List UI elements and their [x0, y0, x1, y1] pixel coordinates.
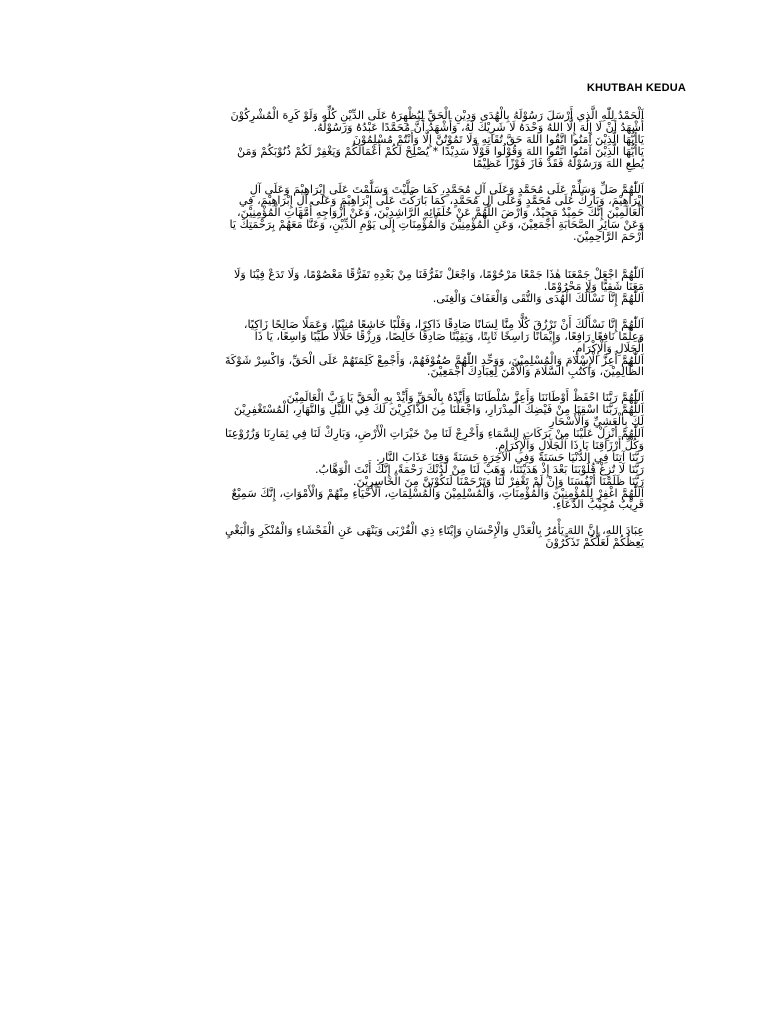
document-title: KHUTBAH KEDUA — [586, 82, 686, 94]
text-line: يَعِظُكُمْ لَعَلَّكُمْ تَذَكَّرُوْنَ — [545, 536, 644, 550]
text-line: اَللّٰهُمَّ إِنَّا نَسْأَلُكَ أَنْ تَرْزُقَ كُلًّا مِنَّا لِسَانًا صَادِقًا ذَاكِرًا، وَقَلْبًا خَاشِعًا مُنِيْبًا، وَعَمَلًا صَالِحًا زَاكِيًا، — [243, 317, 644, 331]
text-line: اَللّٰهُمَّ رَبَّنَا اسْقِنَا مِنْ فَيْضِكَ الْمِدْرَارِ، وَاجْعَلْنَا مِنَ الذَّاكِرِيْنَ لَكَ فِي اللَّيْلِ وَالنَّهَارِ، الْمُسْتَغْفِرِيْنَ — [233, 403, 644, 417]
text-line: الْجَلَالِ وَالْإِكْرَامِ. — [571, 341, 644, 355]
text-line: إِبْرَاهِيْمَ، وَبَارِكْ عَلَى مُحَمَّدٍ وَعَلَى آلِ مُحَمَّدٍ، كَمَا بَارَكْتَ عَلَى إِبْرَاهِيْمَ وَعَلَى آلِ إِبْرَاهِيْمَ، فِي — [238, 194, 644, 208]
text-line: أَرْحَمَ الرَّاحِمِيْنَ. — [572, 230, 644, 244]
text-line: رَبَّنَا آتِنَا فِي الدُّنْيَا حَسَنَةً وَفِي الْآخِرَةِ حَسَنَةً وَقِنَا عَذَابَ النَّارِ. — [376, 450, 644, 464]
text-line: اَللّٰهُمَّ أَعِزَّ الْإِسْلَامَ وَالْمُسْلِمِيْنَ، وَوَحِّدِ اللّٰهُمَّ صُفُوْفَهُمْ، وَأَجْمِعْ كَلِمَتَهُمْ عَلَى الْحَقِّ، وَاكْسِرْ شَوْكَةَ — [224, 353, 644, 367]
paragraph-dua-provision — [126, 319, 644, 379]
text-line: وَعِلْمًا نَافِعًا رَافِعًا، وَإِيْمَانًا رَاسِخًا ثَابِتًا، وَيَقِيْنًا صَادِقًا خَالِصًا، وَرِزْقًا حَلَالًا طَيِّبًا وَاسِعًا، يَا ذَا — [254, 329, 644, 343]
text-line: وَكُلِّ أَرْزَاقِنَا يَا ذَا الْجَلَالِ وَالْإِكْرَامِ. — [494, 438, 644, 452]
paragraph-dua-nation — [126, 392, 644, 511]
text-line: أَشْهَدُ أَنْ لَا إِلٰهَ إِلَّا اللهُ وَحْدَهُ لَا شَرِيْكَ لَهُ، وَأَشْهَدُ أَنَّ مُحَمَّدًا عَبْدُهُ وَرَسُوْلُهُ. — [313, 120, 644, 134]
text-line: وَعَنْ سَائِرِ الصَّحَابَةِ أَجْمَعِيْنَ، وَعَنِ الْمُؤْمِنِيْنَ وَالْمُؤْمِنَاتِ إِلَى يَوْمِ الدِّيْنِ، وَعَنَّا مَعَهُمْ بِرَحْمَتِكَ يَا — [229, 218, 644, 232]
text-line: يَاأَيُّهَا الَّذِيْنَ آمَنُوا اتَّقُوا اللهَ وَقُوْلُوا قَوْلًا سَدِيْدًا * يُصْلِحْ لَكُمْ أَعْمَالَكُمْ وَيَغْفِرْ لَكُمْ ذُنُوْبَكُمْ وَمَنْ — [236, 144, 644, 158]
text-line: رَبَّنَا ظَلَمْنَا أَنْفُسَنَا وَإِنْ لَمْ تَغْفِرْ لَنَا وَتَرْحَمْنَا لَنَكُوْنَنَّ مِنَ الْخَاسِرِيْنَ. — [352, 474, 644, 488]
paragraph-closing — [126, 525, 644, 549]
text-line: الظَّالِمِيْنَ، وَاكْتُبِ السَّلَامَ وَالْأَمْنَ لِعِبَادِكَ أَجْمَعِيْنَ. — [426, 365, 644, 379]
text-line: رَبَّنَا لَا تُزِغْ قُلُوْبَنَا بَعْدَ إِذْ هَدَيْتَنَا، وَهَبْ لَنَا مِنْ لَدُنْكَ رَحْمَةً، إِنَّكَ أَنْتَ الْوَهَّابُ. — [314, 462, 644, 476]
text-line: الْعَالَمِيْنَ إِنَّكَ حَمِيْدٌ مَجِيْدٌ، وَارْضَ اللّٰهُمَّ عَنْ خُلَفَائِهِ الرَّاشِدِيْنَ، وَعَنْ أَزْوَاجِهِ أُمَّهَاتِ الْمُؤْمِنِيْنَ، — [236, 206, 644, 220]
paragraph-dua-gathering — [126, 269, 644, 305]
text-line: عِبَادَ اللهِ، إِنَّ اللهَ يَأْمُرُ بِالْعَدْلِ وَالْإِحْسَانِ وَإِيْتَاءِ ذِي الْقُرْبَى وَيَنْهَى عَنِ الْفَحْشَاءِ وَالْمُنْكَرِ وَالْبَغْيِ — [225, 524, 644, 538]
text-line: قَرِيْبٌ مُجِيْبُ الدَّعَاءِ. — [552, 498, 644, 512]
text-line: يُطِعِ اللهَ وَرَسُوْلَهُ فَقَدْ فَازَ فَوْزًا عَظِيْمًا — [473, 156, 644, 170]
text-line: اَللّٰهُمَّ اجْعَلْ جَمْعَنَا هٰذَا جَمْعًا مَرْحُوْمًا، وَاجْعَلْ تَفَرُّقَنَا مِنْ بَعْدِهِ تَفَرُّقًا مَعْصُوْمًا، وَلَا تَدَعْ فِيْنَا وَلَا — [233, 268, 644, 282]
paragraph-opening-praise — [126, 110, 644, 170]
paragraph-salawat — [126, 184, 644, 244]
text-line: لَكَ بِالْعَشِيِّ وَالْأَسْحَارِ — [549, 415, 644, 429]
document-body — [126, 110, 644, 563]
text-line: اَللّٰهُمَّ صَلِّ وَسَلِّمْ عَلَى مُحَمَّدٍ وَعَلَى آلِ مُحَمَّدٍ، كَمَا صَلَّيْتَ وَسَلَّمْتَ عَلَى إِبْرَاهِيْمَ وَعَلَى آلِ — [249, 182, 644, 196]
text-line: مَعَنَا شَقِيًّا وَلَا مَحْرُوْمًا. — [543, 279, 644, 293]
text-line: اَلْحَمْدُ لِلّٰهِ الَّذِي أَرْسَلَ رَسُوْلَهُ بِالْهُدَى وَدِيْنِ الْحَقِّ لِيُظْهِرَهُ عَلَى الدِّيْنِ كُلِّهِ وَلَوْ كَرِهَ الْمُشْرِكُوْنَ — [230, 109, 644, 122]
text-line: اَللّٰهُمَّ رَبَّنَا احْفَظْ أَوْطَانَنَا وَأَعِزَّ سُلْطَانَنَا وَأَيِّدْهُ بِالْحَقِّ وَأَيِّدْ بِهِ الْحَقَّ يَا رَبَّ الْعَالَمِيْنَ — [286, 391, 644, 405]
text-line: اَللّٰهُمَّ اغْفِرْ لِلْمُؤْمِنِيْنَ وَالْمُؤْمِنَاتِ، وَالْمُسْلِمِيْنَ وَالْمُسْلِمَاتِ، اَلْأَحْيَاءِ مِنْهُمْ وَالْأَمْوَاتِ، إِنَّكَ سَمِيْعٌ — [231, 486, 644, 500]
text-line: اَللّٰهُمَّ إِنَّا نَسْأَلُكَ الْهُدَى وَالتُّقَى وَالْعَفَافَ وَالْغِنَى. — [432, 291, 644, 305]
text-line: يَاأَيُّهَا الَّذِيْنَ آمَنُوا اتَّقُوا اللهَ حَقَّ تُقَاتِهِ وَلَا تَمُوْتُنَّ إِلَّا وَأَنْتُمْ مُسْلِمُوْنَ — [352, 132, 644, 146]
text-line: اَللّٰهُمَّ أَنْزِلْ عَلَيْنَا مِنْ بَرَكَاتِ السَّمَاءِ وَأَخْرِجْ لَنَا مِنْ خَيْرَاتِ الْأَرْضِ، وَبَارِكْ لَنَا فِي ثِمَارِنَا وَزُرُوْعِنَا — [225, 427, 644, 441]
